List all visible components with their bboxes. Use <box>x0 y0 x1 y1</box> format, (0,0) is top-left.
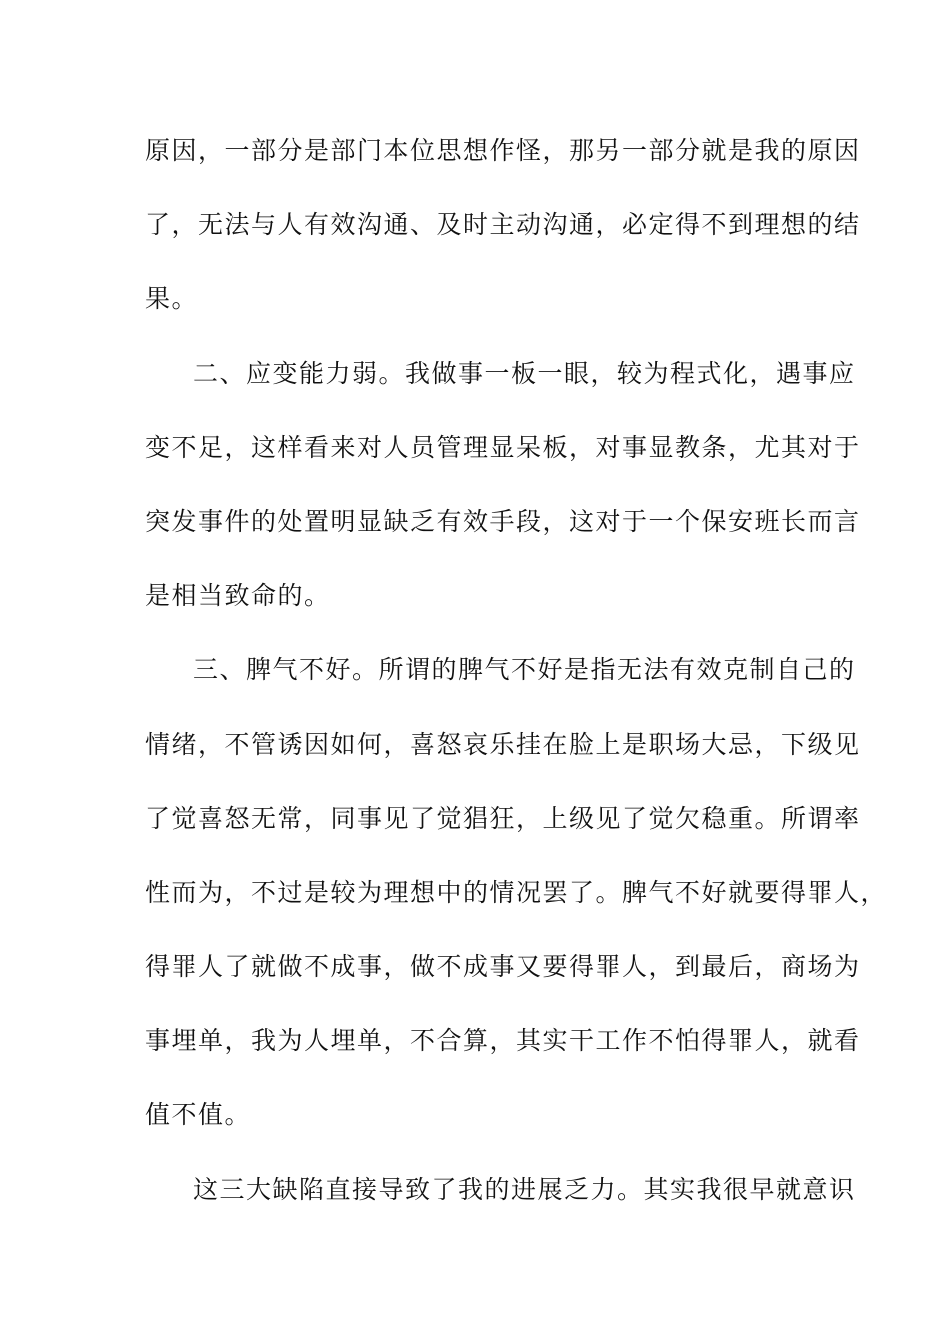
text-line: 这三大缺陷直接导致了我的进展乏力。其实我很早就意识 <box>193 1174 856 1204</box>
text-line: 了觉喜怒无常，同事见了觉猖狂，上级见了觉欠稳重。所谓率 <box>145 803 861 833</box>
text-line: 突发事件的处置明显缺乏有效手段，这对于一个保安班长而言 <box>145 506 861 536</box>
text-line: 是相当致命的。 <box>145 581 331 611</box>
text-line: 三、脾气不好。所谓的脾气不好是指无法有效克制自己的 <box>193 655 856 685</box>
text-line: 变不足，这样看来对人员管理显呆板，对事显教条，尤其对于 <box>145 432 861 462</box>
text-line: 果。 <box>145 284 199 314</box>
text-line: 得罪人了就做不成事，做不成事又要得罪人，到最后，商场为 <box>145 952 861 982</box>
body-text <box>145 126 888 1239</box>
text-line: 性而为，不过是较为理想中的情况罢了。脾气不好就要得罪人， <box>145 877 888 907</box>
text-line: 二、应变能力弱。我做事一板一眼，较为程式化，遇事应 <box>193 358 856 388</box>
text-line: 原因，一部分是部门本位思想作怪，那另一部分就是我的原因 <box>145 136 861 165</box>
text-line: 值不值。 <box>145 1100 252 1130</box>
text-line: 了，无法与人有效沟通、及时主动沟通，必定得不到理想的结 <box>145 210 861 240</box>
text-line: 事埋单，我为人埋单，不合算，其实干工作不怕得罪人，就看 <box>145 1026 861 1056</box>
text-line: 情绪，不管诱因如何，喜怒哀乐挂在脸上是职场大忌，下级见 <box>145 729 861 759</box>
